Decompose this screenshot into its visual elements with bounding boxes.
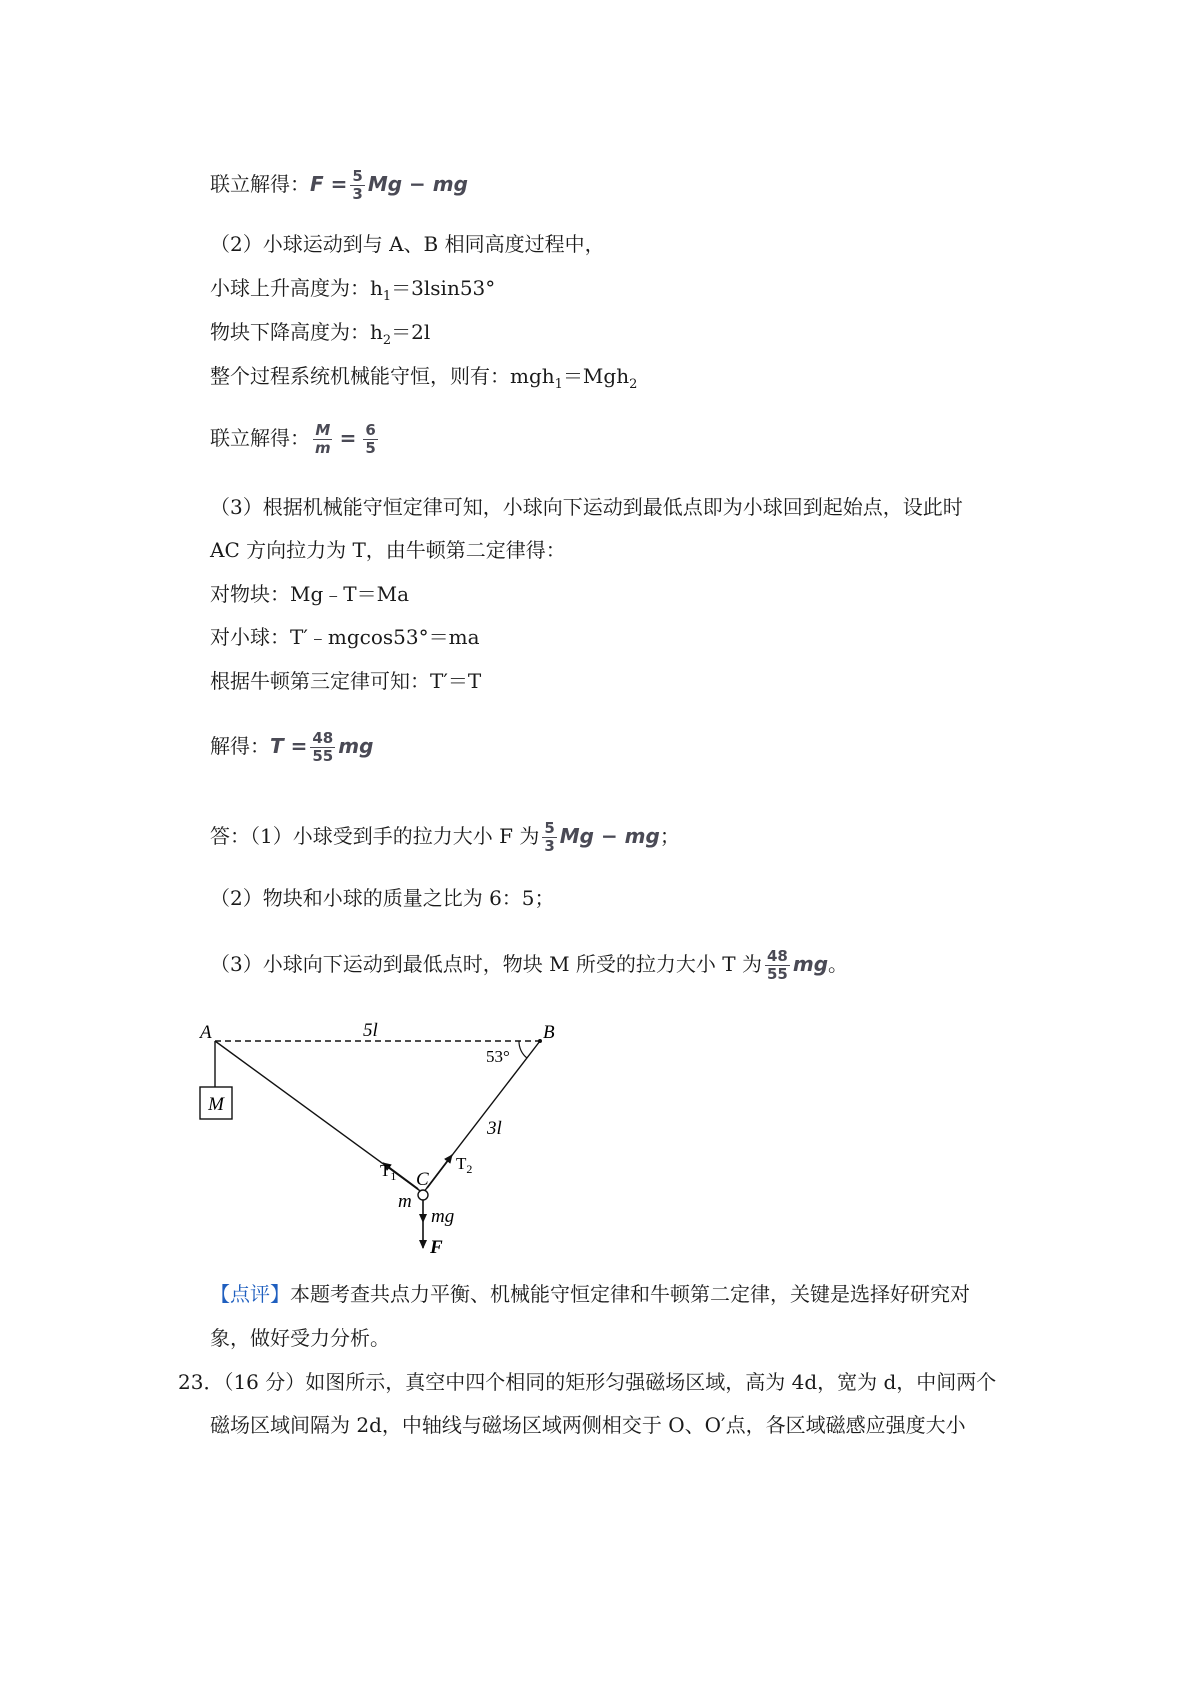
label-m-block: M [208, 1094, 224, 1115]
text: 整个过程系统机械能守恒，则有：mgh [210, 364, 555, 388]
solution-line-1 [210, 168, 468, 203]
subscript: 1 [554, 377, 563, 392]
solution-line-8: AC 方向拉力为 T，由牛顿第二定律得： [210, 538, 566, 562]
fraction-numerator: M [315, 421, 331, 439]
fraction-numerator: 6 [365, 421, 376, 439]
label-bc-length: 3l [487, 1118, 502, 1139]
label-angle: 53° [486, 1047, 510, 1066]
label-ab-length: 5l [363, 1020, 378, 1041]
answer-line-2: （2）物块和小球的质量之比为 6：5； [210, 886, 555, 910]
text: ＝2l [391, 320, 431, 344]
solution-line-4 [210, 318, 430, 355]
solution-line-6 [210, 422, 381, 457]
fraction [350, 168, 364, 203]
solution-line-10: 对小球：T′﹣mgcos53°＝ma [210, 625, 480, 649]
text-prefix: 答：（1）小球受到手的拉力大小 F 为 [210, 824, 540, 848]
fraction-numerator: 48 [312, 729, 334, 747]
label-t2 [456, 1154, 472, 1176]
solution-line-2: （2）小球运动到与 A、B 相同高度过程中， [210, 232, 605, 256]
fraction-denominator: m [315, 439, 331, 457]
fraction-denominator: 3 [544, 837, 555, 855]
text: 小球上升高度为：h [210, 276, 383, 300]
subscript: 2 [382, 333, 392, 348]
fraction-numerator: 5 [544, 819, 555, 837]
subscript: 1 [382, 289, 392, 304]
equation: Mg − mg [559, 824, 660, 848]
question-23-line-1: 23．（16 分）如图所示，真空中四个相同的矩形匀强磁场区域，高为 4d，宽为 d，中间两个 [178, 1370, 997, 1394]
text-prefix: 联立解得： [210, 172, 310, 196]
fraction [765, 948, 790, 983]
tension-t2-arrow [427, 1155, 452, 1188]
equation-rhs: mg [338, 734, 374, 758]
text-prefix: （3）小球向下运动到最低点时，物块 M 所受的拉力大小 T 为 [210, 952, 762, 976]
solution-line-3 [210, 274, 495, 311]
text-suffix: ； [659, 824, 680, 848]
text-prefix: 联立解得： [210, 426, 310, 450]
answer-line-1 [210, 820, 680, 855]
fraction-denominator: 5 [365, 439, 376, 457]
force-diagram [190, 1010, 610, 1255]
equation-rhs: Mg − mg [367, 172, 468, 196]
solution-line-11: 根据牛顿第三定律可知：T′＝T [210, 669, 482, 693]
text: ＝3lsin53° [391, 276, 496, 300]
solution-line-5 [210, 362, 637, 399]
label-t2-sub: 2 [466, 1162, 473, 1176]
label-f: F [430, 1237, 443, 1255]
point-b [538, 1039, 542, 1043]
equation: mg [792, 952, 829, 976]
label-m-ball: m [398, 1191, 412, 1212]
equation-lhs: T = [270, 734, 308, 758]
review-line-1 [210, 1280, 970, 1308]
label-a: A [200, 1022, 212, 1043]
label-c: C [416, 1169, 429, 1190]
fraction [310, 730, 335, 765]
text: 物块下降高度为：h [210, 320, 383, 344]
label-b: B [543, 1022, 555, 1043]
label-t1-sub: 1 [390, 1169, 397, 1183]
solution-line-9: 对物块：Mg﹣T＝Ma [210, 582, 410, 606]
review-text: 本题考查共点力平衡、机械能守恒定律和牛顿第二定律，关键是选择好研究对 [290, 1282, 970, 1306]
label-t1-main: T [380, 1161, 391, 1180]
label-t2-main: T [456, 1154, 467, 1173]
ball-m [418, 1190, 428, 1200]
text: ＝Mgh [562, 364, 630, 388]
fraction-numerator: 48 [766, 947, 788, 965]
question-23-line-2: 磁场区域间隔为 2d，中轴线与磁场区域两侧相交于 O、O′点，各区域磁感应强度大小 [210, 1413, 966, 1437]
fraction-denominator: 55 [766, 965, 788, 983]
fraction-value [363, 422, 377, 457]
fraction-mass-ratio [313, 422, 333, 457]
subscript: 2 [629, 377, 638, 392]
equation-lhs: F = [310, 172, 348, 196]
fraction [542, 820, 556, 855]
label-mg: mg [431, 1206, 455, 1227]
review-line-2: 象，做好受力分析。 [210, 1326, 390, 1350]
fraction-denominator: 55 [312, 747, 334, 765]
text-prefix: 解得： [210, 734, 270, 758]
text-suffix: 。 [828, 952, 849, 976]
solution-line-7: （3）根据机械能守恒定律可知，小球向下运动到最低点即为小球回到起始点，设此时 [210, 495, 963, 519]
review-tag: 【点评】 [210, 1282, 290, 1306]
label-t1 [380, 1161, 396, 1183]
solution-line-12 [210, 730, 373, 765]
equals-sign: = [339, 426, 357, 450]
angle-arc-b [519, 1041, 527, 1058]
fraction-denominator: 3 [352, 185, 363, 203]
answer-line-3 [210, 948, 848, 983]
fraction-numerator: 5 [352, 167, 363, 185]
